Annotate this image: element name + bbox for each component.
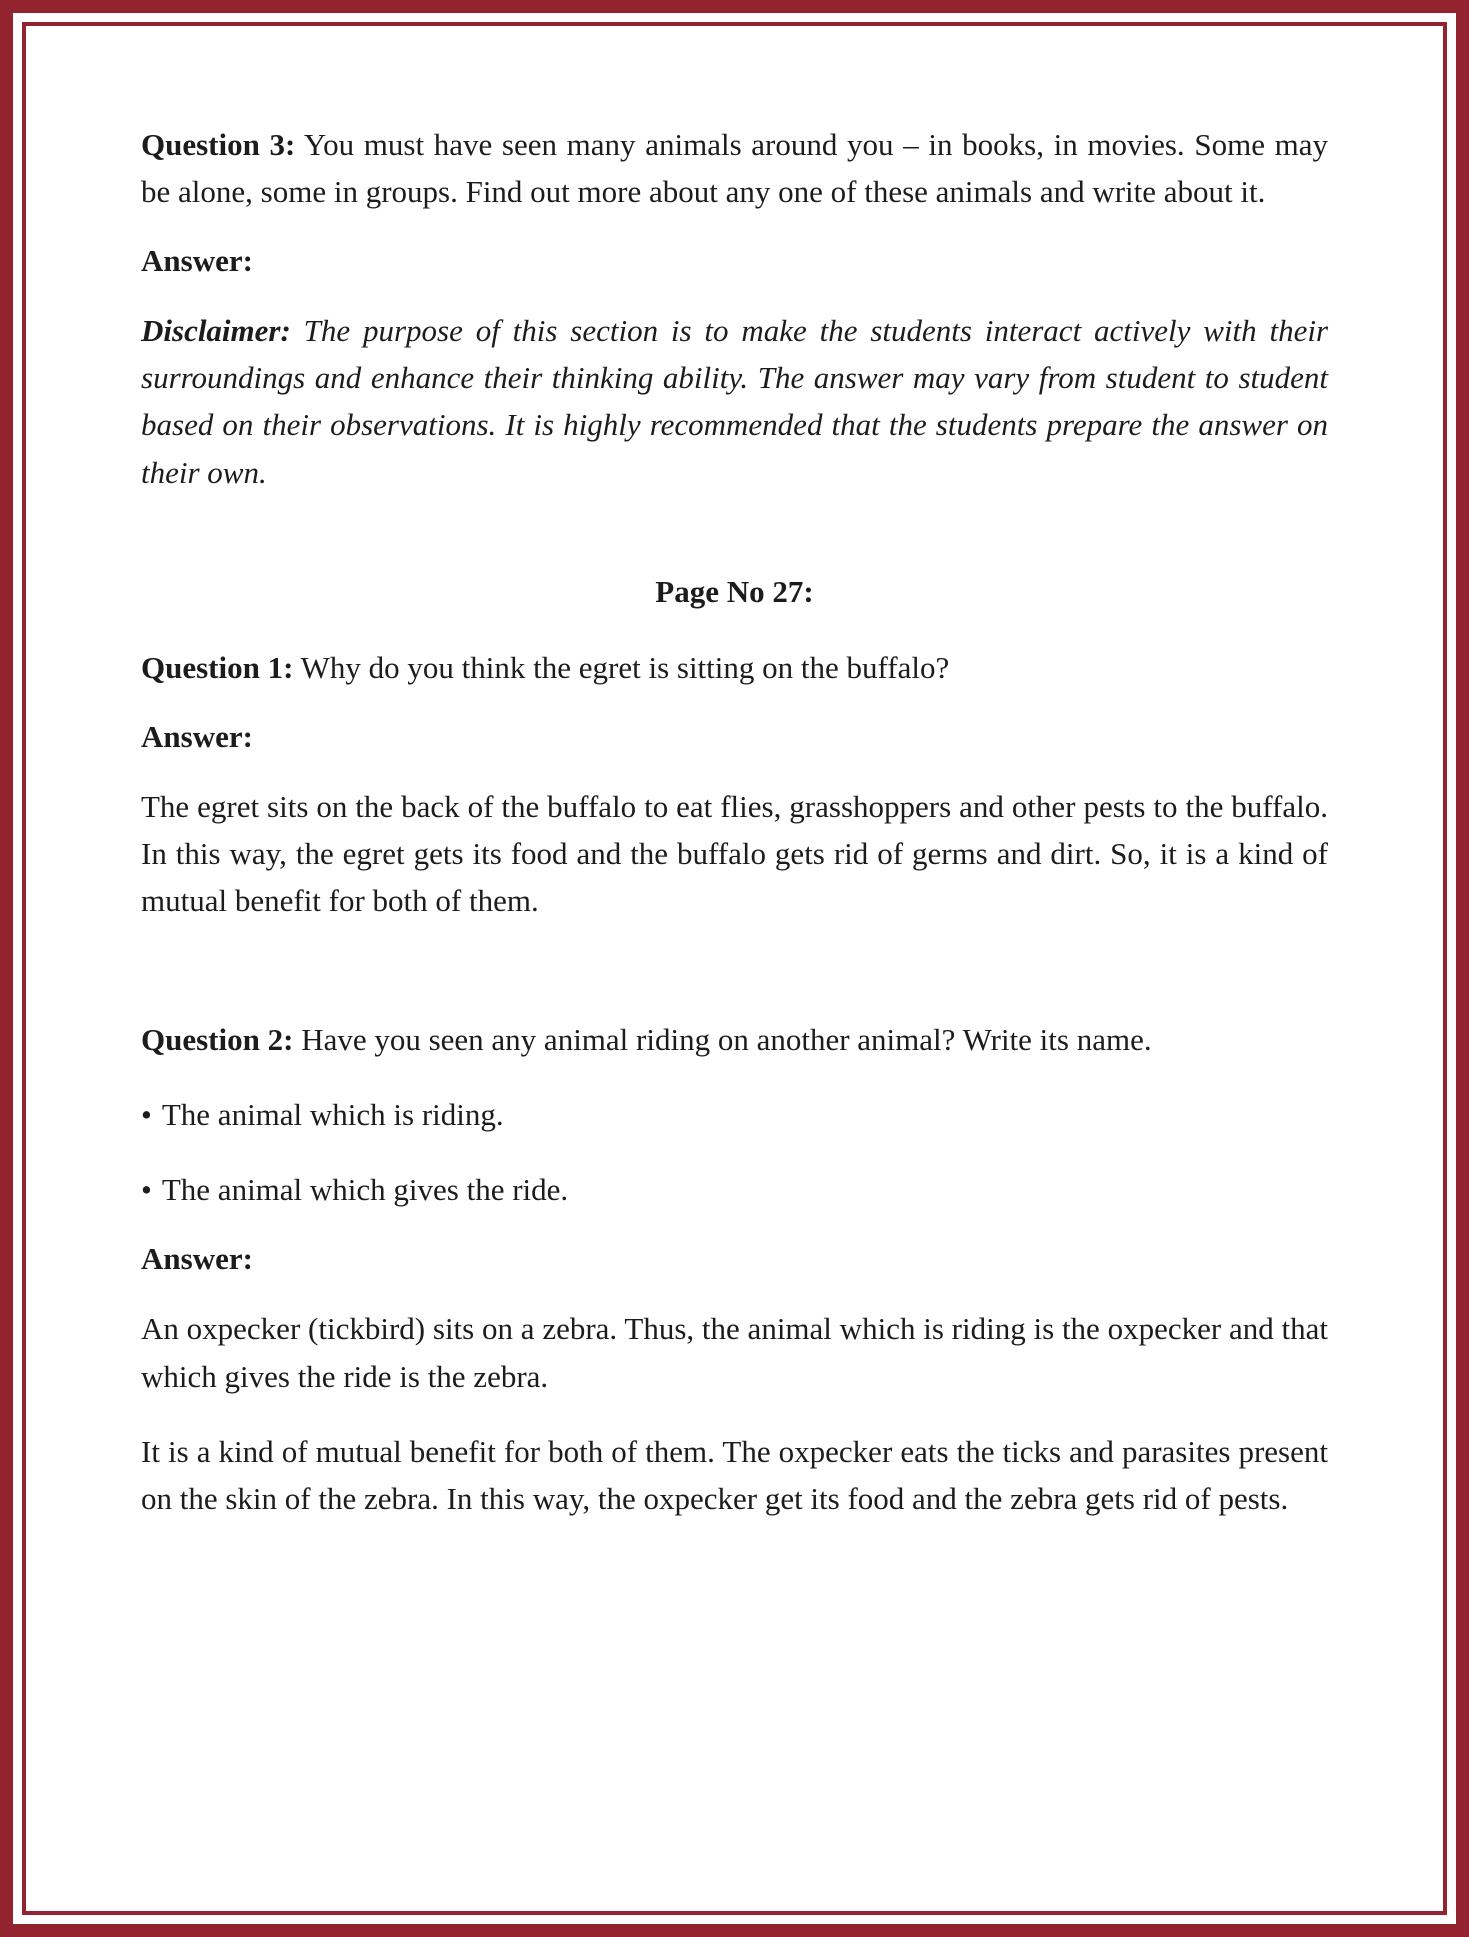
question-1-label: Question 1: [141,649,294,685]
question-1-text: Why do you think the egret is sitting on the buffalo? [300,649,950,685]
page-number-heading: Page No 27: [655,573,814,609]
section-spacer [141,952,1328,1016]
answer-2-paragraph-2: It is a kind of mutual benefit for both of them. The oxpecker eats the ticks and parasites present on the skin of the zebra. In this way, the oxpecker get its food and the zebra gets rid of pests. [141,1433,1328,1516]
answer-label-2: Answer: [141,718,253,754]
bullet-item-gives-ride [141,1166,1328,1213]
bullet-icon: • [141,1172,152,1208]
disclaimer-label: Disclaimer: [141,313,291,349]
question-2-paragraph [141,1016,1328,1063]
question-3-text: You must have seen many animals around you – in books, in movies. Some may be alone, some in groups. Find out more about any one of these animals and write about it. [141,127,1328,210]
answer-2-paragraph-1: An oxpecker (tickbird) sits on a zebra. Thus, the animal which is riding is the oxpecker and that which gives the ride is the zebra. [141,1311,1328,1394]
question-3-label: Question 3: [141,127,296,162]
answer-1-paragraph: The egret sits on the back of the buffalo to eat flies, grasshoppers and other pests to the buffalo. In this way, the egret gets its food and the buffalo gets rid of germs and dirt. So, it is a kind of mutual benefit for both of them. [141,788,1328,918]
answer-label-3: Answer: [141,1241,253,1277]
bullet-1-text: The animal which is riding. [161,1097,504,1133]
bullet-2-text: The animal which gives the ride. [161,1172,569,1208]
document-page [22,22,1447,1915]
answer-label-1: Answer: [141,243,253,279]
page-frame-gap [13,13,1456,1924]
question-1-paragraph [141,644,1328,691]
bullet-icon: • [141,1097,152,1133]
question-2-label: Question 2: [141,1022,294,1058]
question-3-paragraph [141,121,1328,215]
question-2-text: Have you seen any animal riding on another animal? Write its name. [301,1022,1152,1058]
disclaimer-text: The purpose of this section is to make the students interact actively with their surroundings and enhance their thinking ability. The answer may vary from student to student based on their observations. It is highly recommended that the students prepare the answer on their own. [141,313,1329,490]
disclaimer-paragraph [141,307,1328,495]
bullet-item-riding [141,1091,1328,1138]
